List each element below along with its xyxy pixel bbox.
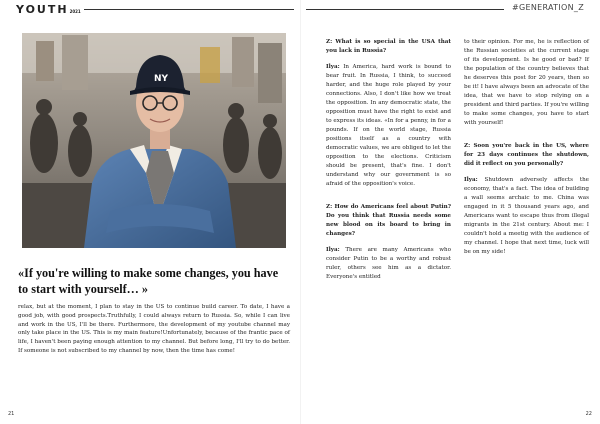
article-column-right [464, 38, 589, 264]
brand-year: 2021 [69, 9, 81, 14]
interview-answer: Shutdown adversely affects the economy, that's a fact. The idea of building a wall seems archaic to me. China was engaged in it 5 thousand years ago, and Americans want to escape thus from illegal migrants in the 21st century. About me: I couldn't hold a meetig with the audience of my channel. I hope that next time, luck will be on my side! [464, 177, 589, 255]
article-column-middle [326, 38, 451, 289]
left-body-text: relax, but at the moment, I plan to stay in the US to continue build career. To date, I have a good job, with good prospects.Truthfully, I could always return to Russia. So, while I can live and work in the US, I'll be there. Furthermore, the development of my youtube channel may only take place in the US. This is my main feature!Unfortunately, because of the frantic pace of life, I haven't been paying enough attention to my channel. But before long, I'll try to do better. If someone is not subscribed to my channel by now, then the time has come! [18, 304, 290, 354]
page-number-left: 21 [8, 411, 15, 417]
page-number-right: 22 [585, 411, 592, 417]
speaker-label: Ilya: [326, 64, 340, 70]
svg-text:NY: NY [154, 74, 169, 84]
interview-answer: There are many Americans who consider Putin to be a worthy and robust ruler, others see him as a dictator. Everyone's entitled [326, 247, 451, 280]
brand-name: YOUTH [16, 3, 69, 16]
speaker-label: Ilya: [326, 247, 340, 253]
interview-answer: In America, hard work is bound to bear fruit. In Russia, I think, to succeed harder, and the huge role played by your connections. Also, I don't like how we treat the opposition. In any democratic state, the opposition must have the right to exist and to express its ideas. «In for a penny, in for a pounds. If on the world stage, Russia positions itself as a country with democratic values, we are obliged to let the opposition to the elections. Criticism should be present, that's fine. I don't understand why our government is so afraid of the opposition's voice. [326, 64, 451, 187]
magazine-brand [16, 3, 81, 16]
speaker-label: Ilya: [464, 177, 478, 183]
section-hashtag: #GENERATION_Z [512, 3, 584, 12]
header-rule-right [306, 9, 504, 10]
pull-quote: «If you're willing to make some changes, you have to start with yourself… » [18, 266, 279, 296]
interview-question: Z: What is so special in the USA that you lack in Russia? [326, 39, 451, 54]
interview-question: Z: Soon you're back in the US, where for 23 days continues the shutdown, did it reflect on you personally? [464, 143, 589, 167]
portrait-photo [22, 33, 286, 248]
interview-question: Z: How do Americans feel about Putin? Do you think that Russia needs some new blood on its board to bring in changes? [326, 204, 451, 237]
interview-answer-continued: to their opinion. For me, he is reflection of the Russian societies at the current stage of its development. Is he good or bad? If the population of the country believes that he deserves this post for 20 years, then so be it! I have always been an advocate of the idea, that we have to stop relying on a president and third parties. If you're willing to make some changes, you have to start with yourself! [464, 39, 589, 126]
header-rule-left [84, 9, 294, 10]
page-gutter [300, 0, 301, 424]
